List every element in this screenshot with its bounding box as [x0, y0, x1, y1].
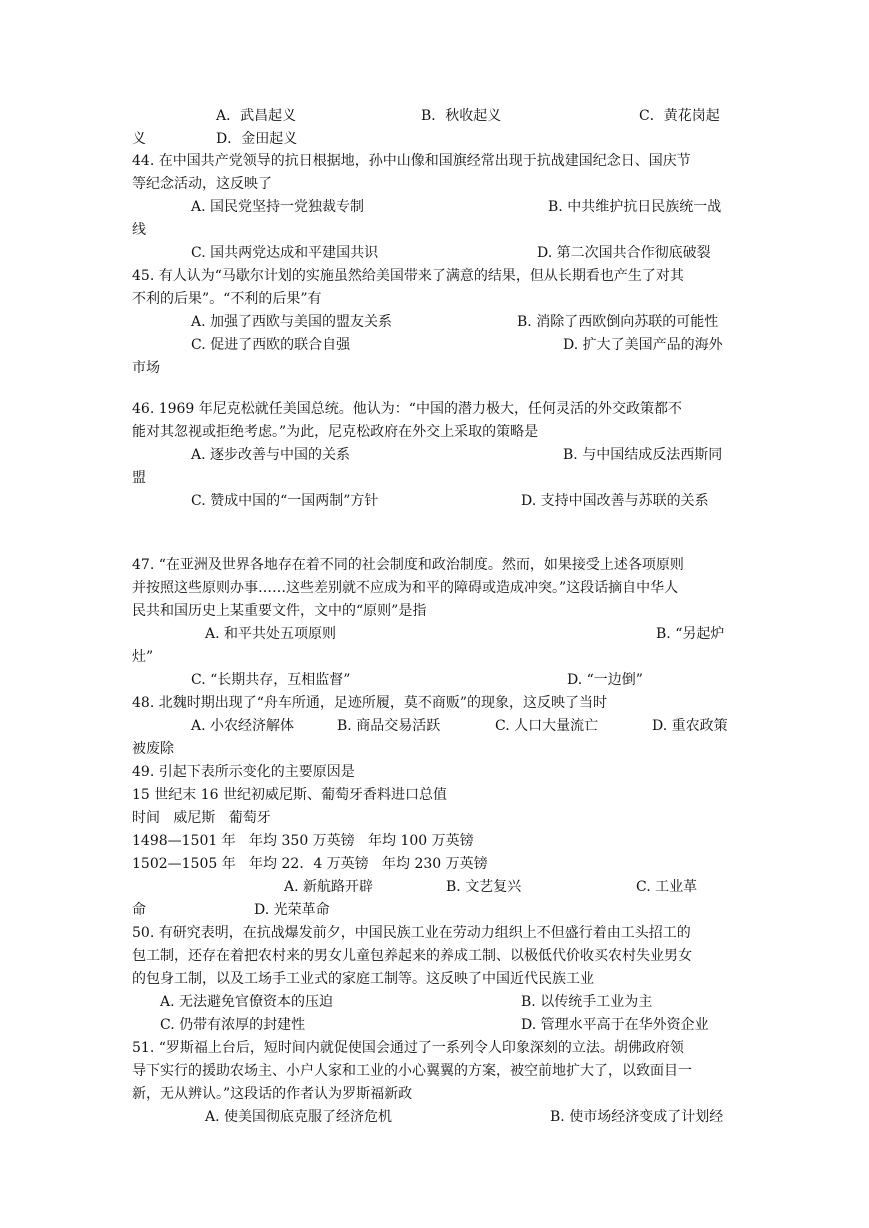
- text-span: 并按照这些原则办事……这些差别就不应成为和平的障碍或造成冲突。”这段话摘自中华人: [132, 580, 679, 596]
- text-span: D. 扩大了美国产品的海外: [563, 337, 723, 353]
- text-span: B. 与中国结成反法西斯同: [563, 447, 723, 463]
- text-span: 51. “罗斯福上台后，短时间内就促使国会通过了一系列令人印象深刻的立法。胡佛政府领: [132, 1040, 684, 1056]
- text-span: A. 加强了西欧与美国的盟友关系: [191, 314, 393, 330]
- text-span: B. 文艺复兴: [446, 879, 522, 895]
- text-span: 灶”: [132, 649, 154, 665]
- text-span: A. 无法避免官僚资本的压迫: [160, 994, 334, 1010]
- text-span: B. “另起炉: [656, 626, 725, 642]
- text-span: A．武昌起义: [216, 108, 297, 124]
- text-span: C．黄花岗起: [639, 108, 720, 124]
- text-span: D. 重农政策: [652, 718, 728, 734]
- text-span: A. 使美国彻底克服了经济危机: [205, 1109, 393, 1125]
- text-span: 48. 北魏时期出现了“舟车所通，足迹所履，莫不商贩”的现象，这反映了当时: [132, 695, 608, 711]
- text-span: C. 赞成中国的“一国两制”方针: [191, 493, 379, 509]
- text-span: 等纪念活动，这反映了: [132, 176, 272, 192]
- text-span: 47. “在亚洲及世界各地存在着不同的社会制度和政治制度。然而，如果接受上述各项原则: [132, 557, 684, 573]
- text-span: B．秋收起义: [421, 108, 502, 124]
- text-span: 盟: [132, 470, 146, 486]
- text-span: D. “一边倒”: [567, 672, 643, 688]
- text-span: B. 使市场经济变成了计划经: [550, 1109, 724, 1125]
- text-span: D. 管理水平高于在华外资企业: [521, 1017, 709, 1033]
- text-span: 45. 有人认为“马歇尔计划的实施虽然给美国带来了满意的结果，但从长期看也产生了对其: [132, 268, 684, 284]
- text-span: 导下实行的援助农场主、小户人家和工业的小心翼翼的方案，被空前地扩大了，以致面目一: [132, 1063, 692, 1079]
- text-span: A. 新航路开辟: [284, 879, 374, 895]
- text-span: 义: [132, 131, 146, 147]
- text-span: C. 国共两党达成和平建国共识: [191, 245, 379, 261]
- text-span: 命: [132, 902, 146, 918]
- text-span: D. 光荣革命: [254, 902, 330, 918]
- text-span: D. 支持中国改善与苏联的关系: [521, 493, 709, 509]
- text-span: D. 第二次国共合作彻底破裂: [537, 245, 711, 261]
- text-span: 的包身工制，以及工场手工业式的家庭工制等。这反映了中国近代民族工业: [132, 971, 594, 987]
- text-span: 能对其忽视或拒绝考虑。”为此，尼克松政府在外交上采取的策略是: [132, 424, 539, 440]
- text-span: B. 中共维护抗日民族统一战: [548, 199, 722, 215]
- text-span: C. “长期共存，互相监督”: [191, 672, 351, 688]
- text-span: A. 小农经济解体: [191, 718, 295, 734]
- text-span: 50. 有研究表明，在抗战爆发前夕，中国民族工业在劳动力组织上不但盛行着由工头招工的: [132, 925, 691, 941]
- text-span: 46. 1969 年尼克松就任美国总统。他认为：“中国的潜力极大，任何灵活的外交政策都不: [132, 401, 682, 417]
- text-span: B. 商品交易活跃: [337, 718, 441, 734]
- text-span: C. 仍带有浓厚的封建性: [160, 1017, 306, 1033]
- text-span: 被废除: [132, 741, 174, 757]
- text-span: 1498—1501 年 年均 350 万英镑 年均 100 万英镑: [132, 833, 474, 849]
- text-span: 民共和国历史上某重要文件，文中的“原则”是指: [132, 603, 427, 619]
- text-span: 新，无从辨认。”这段话的作者认为罗斯福新政: [132, 1086, 413, 1102]
- text-span: 线: [132, 222, 146, 238]
- text-span: C. 促进了西欧的联合自强: [191, 337, 351, 353]
- text-span: 市场: [132, 360, 160, 376]
- text-span: 49. 引起下表所示变化的主要原因是: [132, 764, 355, 780]
- text-span: 15 世纪末 16 世纪初威尼斯、葡萄牙香料进口总值: [132, 787, 447, 803]
- text-span: A. 逐步改善与中国的关系: [191, 447, 351, 463]
- text-span: C. 人口大量流亡: [495, 718, 599, 734]
- text-span: B. 消除了西欧倒向苏联的可能性: [517, 314, 719, 330]
- text-span: 不利的后果”。“不利的后果”有: [132, 291, 322, 307]
- text-span: 44. 在中国共产党领导的抗日根据地，孙中山像和国旗经常出现于抗战建国纪念日、国庆节: [132, 153, 691, 169]
- text-span: A. 国民党坚持一党独裁专制: [191, 199, 365, 215]
- text-span: C. 工业革: [636, 879, 698, 895]
- text-span: 1502—1505 年 年均 22．4 万英镑 年均 230 万英镑: [132, 856, 488, 872]
- text-span: 包工制，还存在着把农村来的男女儿童包养起来的养成工制、以极低代价收买农村失业男女: [132, 948, 692, 964]
- text-span: 时间 威尼斯 葡萄牙: [132, 810, 271, 826]
- text-span: B. 以传统手工业为主: [521, 994, 653, 1010]
- text-span: A. 和平共处五项原则: [205, 626, 337, 642]
- text-span: D．金田起义: [216, 131, 298, 147]
